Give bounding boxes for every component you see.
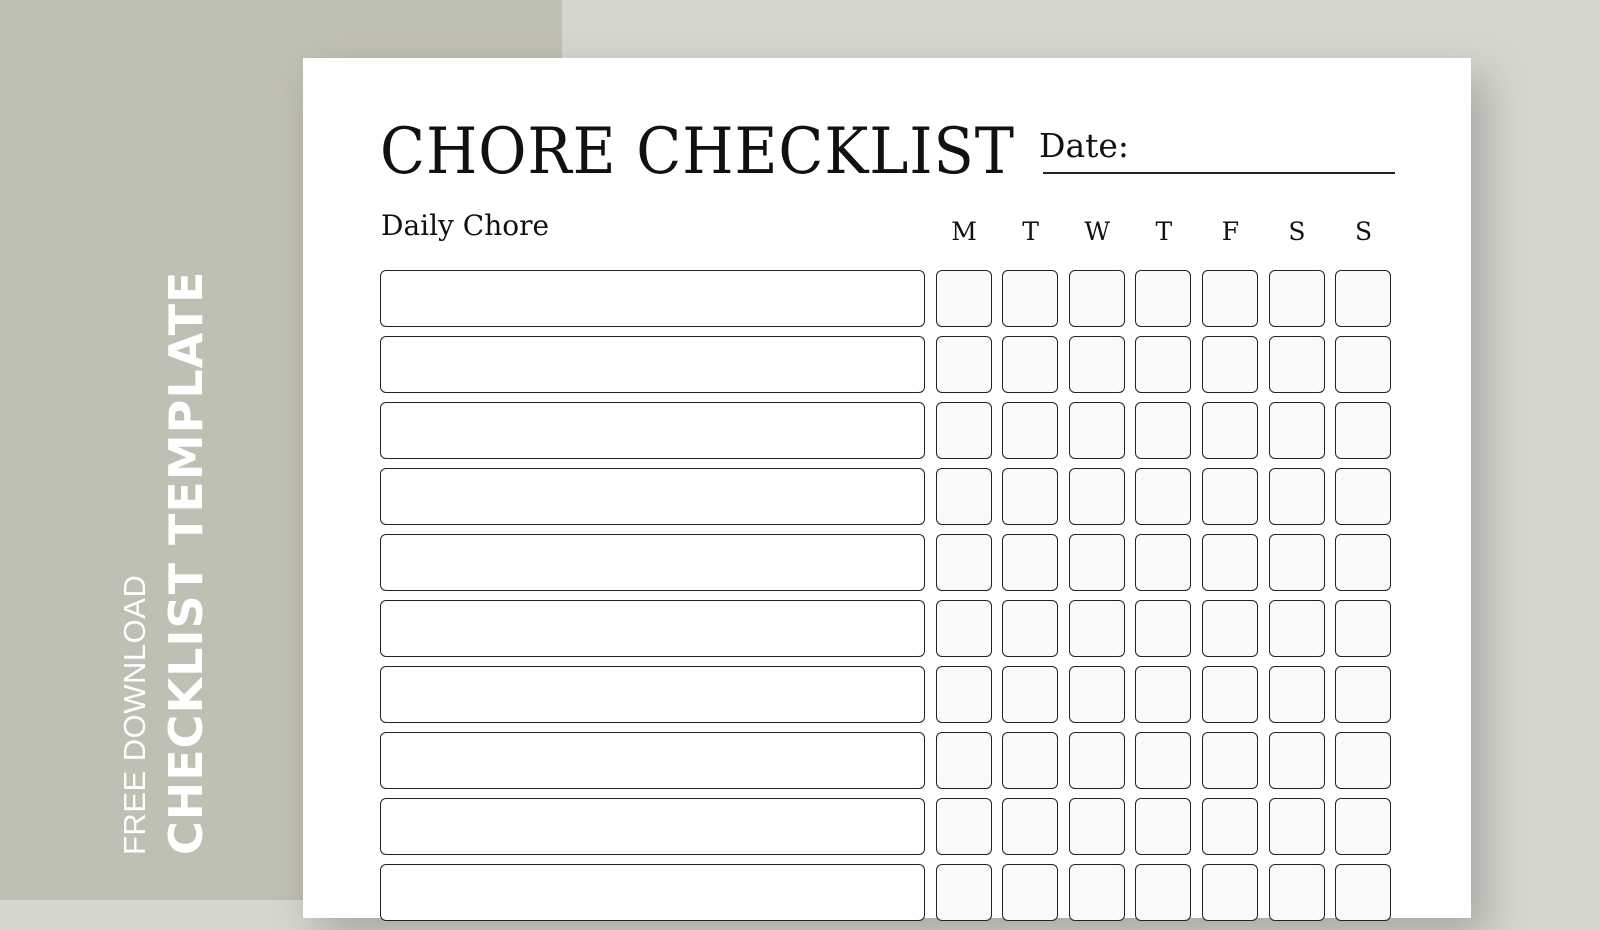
day-checkbox[interactable] <box>1202 864 1258 921</box>
chore-row <box>380 270 1391 327</box>
day-checkbox[interactable] <box>1002 270 1058 327</box>
day-checkbox[interactable] <box>1135 270 1191 327</box>
chore-input[interactable] <box>380 468 925 525</box>
day-checkbox[interactable] <box>1269 864 1325 921</box>
chore-row <box>380 732 1391 789</box>
day-checkbox[interactable] <box>1202 534 1258 591</box>
day-checkbox[interactable] <box>1135 468 1191 525</box>
day-checkbox[interactable] <box>1335 270 1391 327</box>
chore-input[interactable] <box>380 732 925 789</box>
day-checkbox[interactable] <box>1069 270 1125 327</box>
chore-row <box>380 336 1391 393</box>
day-checkbox[interactable] <box>1269 468 1325 525</box>
day-checkbox[interactable] <box>936 798 992 855</box>
daily-chore-header: Daily Chore <box>381 209 550 242</box>
day-checkbox[interactable] <box>1135 336 1191 393</box>
day-checkbox[interactable] <box>1335 534 1391 591</box>
day-checkbox[interactable] <box>936 600 992 657</box>
day-checkbox[interactable] <box>1335 468 1391 525</box>
day-checkbox[interactable] <box>1269 402 1325 459</box>
day-checkbox[interactable] <box>1202 468 1258 525</box>
chore-row <box>380 798 1391 855</box>
day-header-mon: M <box>951 217 977 246</box>
day-checkbox[interactable] <box>1335 798 1391 855</box>
day-checkbox[interactable] <box>1269 270 1325 327</box>
day-checkbox[interactable] <box>1269 666 1325 723</box>
side-title: CHECKLIST TEMPLATE <box>159 270 213 855</box>
day-checkbox[interactable] <box>1002 534 1058 591</box>
day-checkbox[interactable] <box>936 666 992 723</box>
day-checkbox[interactable] <box>1002 336 1058 393</box>
chore-row <box>380 402 1391 459</box>
day-checkbox[interactable] <box>1202 270 1258 327</box>
day-checkbox[interactable] <box>1135 402 1191 459</box>
date-label: Date: <box>1039 126 1130 165</box>
side-subtitle: FREE DOWNLOAD <box>117 574 152 855</box>
chore-input[interactable] <box>380 270 925 327</box>
day-checkbox[interactable] <box>936 336 992 393</box>
day-checkbox[interactable] <box>1135 600 1191 657</box>
day-checkbox[interactable] <box>1269 534 1325 591</box>
day-checkbox[interactable] <box>1202 666 1258 723</box>
day-checkbox[interactable] <box>1135 864 1191 921</box>
day-checkbox[interactable] <box>1269 336 1325 393</box>
day-checkbox[interactable] <box>1135 534 1191 591</box>
day-checkbox[interactable] <box>1335 600 1391 657</box>
day-checkbox[interactable] <box>1002 468 1058 525</box>
day-checkbox[interactable] <box>1069 402 1125 459</box>
day-checkbox[interactable] <box>1335 402 1391 459</box>
chore-input[interactable] <box>380 402 925 459</box>
day-checkbox[interactable] <box>1269 732 1325 789</box>
day-checkbox[interactable] <box>1002 600 1058 657</box>
day-header-sun: S <box>1354 217 1373 246</box>
day-checkbox[interactable] <box>1069 666 1125 723</box>
day-checkbox[interactable] <box>1069 468 1125 525</box>
day-checkbox[interactable] <box>1135 666 1191 723</box>
day-header-thu: T <box>1155 217 1173 246</box>
chore-input[interactable] <box>380 600 925 657</box>
chore-input[interactable] <box>380 534 925 591</box>
day-checkbox[interactable] <box>936 468 992 525</box>
day-checkbox[interactable] <box>1335 666 1391 723</box>
day-checkbox[interactable] <box>1002 798 1058 855</box>
page-title: CHORE CHECKLIST <box>380 115 1015 189</box>
chore-row <box>380 864 1391 921</box>
day-checkbox[interactable] <box>1135 798 1191 855</box>
day-checkbox[interactable] <box>1269 798 1325 855</box>
day-checkbox[interactable] <box>1135 732 1191 789</box>
day-checkbox[interactable] <box>1069 864 1125 921</box>
day-checkbox[interactable] <box>936 270 992 327</box>
day-checkbox[interactable] <box>1002 402 1058 459</box>
day-checkbox[interactable] <box>1002 666 1058 723</box>
day-checkbox[interactable] <box>1335 732 1391 789</box>
day-header-sat: S <box>1288 217 1306 246</box>
day-checkbox[interactable] <box>1069 336 1125 393</box>
day-header-wed: W <box>1084 217 1111 246</box>
chore-input[interactable] <box>380 864 925 921</box>
day-checkbox[interactable] <box>1202 402 1258 459</box>
chore-input[interactable] <box>380 336 925 393</box>
day-checkbox[interactable] <box>1202 336 1258 393</box>
day-checkbox[interactable] <box>936 534 992 591</box>
chore-rows <box>380 270 1391 930</box>
day-checkbox[interactable] <box>936 864 992 921</box>
date-field[interactable] <box>1043 172 1395 174</box>
day-checkbox[interactable] <box>1335 864 1391 921</box>
day-header-tue: T <box>1022 217 1039 246</box>
chore-row <box>380 666 1391 723</box>
day-checkbox[interactable] <box>1335 336 1391 393</box>
day-headers <box>936 214 1402 250</box>
day-checkbox[interactable] <box>936 402 992 459</box>
chore-row <box>380 468 1391 525</box>
day-checkbox[interactable] <box>1002 864 1058 921</box>
day-checkbox[interactable] <box>1202 732 1258 789</box>
chore-input[interactable] <box>380 666 925 723</box>
day-checkbox[interactable] <box>1069 600 1125 657</box>
day-checkbox[interactable] <box>936 732 992 789</box>
day-checkbox[interactable] <box>1269 600 1325 657</box>
day-header-fri: F <box>1221 217 1240 246</box>
day-checkbox[interactable] <box>1002 732 1058 789</box>
chore-row <box>380 600 1391 657</box>
day-checkbox[interactable] <box>1069 534 1125 591</box>
day-checkbox[interactable] <box>1069 798 1125 855</box>
chore-row <box>380 534 1391 591</box>
side-caption <box>118 271 214 855</box>
day-checkbox[interactable] <box>1202 798 1258 855</box>
chore-input[interactable] <box>380 798 925 855</box>
day-checkbox[interactable] <box>1069 732 1125 789</box>
checklist-sheet <box>303 58 1471 918</box>
day-checkbox[interactable] <box>1202 600 1258 657</box>
